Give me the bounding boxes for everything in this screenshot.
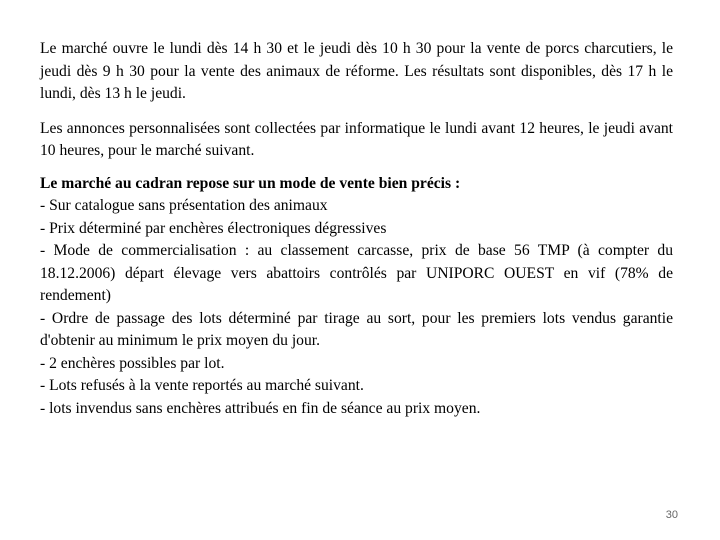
rule-item: - Mode de commercialisation : au classement carcasse, prix de base 56 TMP (à compter du 18.12.2006) départ élevage vers abattoirs contrôlés par UNIPORC OUEST en vif (78% de rendement): [40, 242, 673, 304]
announcements-paragraph: Les annonces personnalisées sont collectées par informatique le lundi avant 12 heures, le jeudi avant 10 heures, pour le marché suivant.: [40, 119, 673, 159]
rule-item: - Ordre de passage des lots déterminé par tirage au sort, pour les premiers lots vendus garantie d'obtenir au minimum le prix moyen du jour.: [40, 309, 673, 349]
schedule-paragraph: Le marché ouvre le lundi dès 14 h 30 et le jeudi dès 10 h 30 pour la vente de porcs charcutiers, le jeudi dès 9 h 30 pour la vente des animaux de réforme. Les résultats sont disponibles, dès 17 h le lundi, dès 13 h le jeudi.: [40, 40, 673, 102]
page-number: 30: [665, 509, 678, 521]
rule-item: - Lots refusés à la vente reportés au marché suivant.: [40, 377, 364, 394]
rule-item: - Sur catalogue sans présentation des animaux: [40, 197, 328, 214]
auction-rules-heading: Le marché au cadran repose sur un mode de vente bien précis :: [40, 174, 461, 192]
slide-body: [40, 38, 673, 420]
rule-item: - Prix déterminé par enchères électroniques dégressives: [40, 219, 387, 237]
rule-item: - lots invendus sans enchères attribués en fin de séance au prix moyen.: [40, 399, 481, 417]
rule-item: - 2 enchères possibles par lot.: [40, 354, 225, 372]
auction-rules-section: [40, 173, 673, 421]
